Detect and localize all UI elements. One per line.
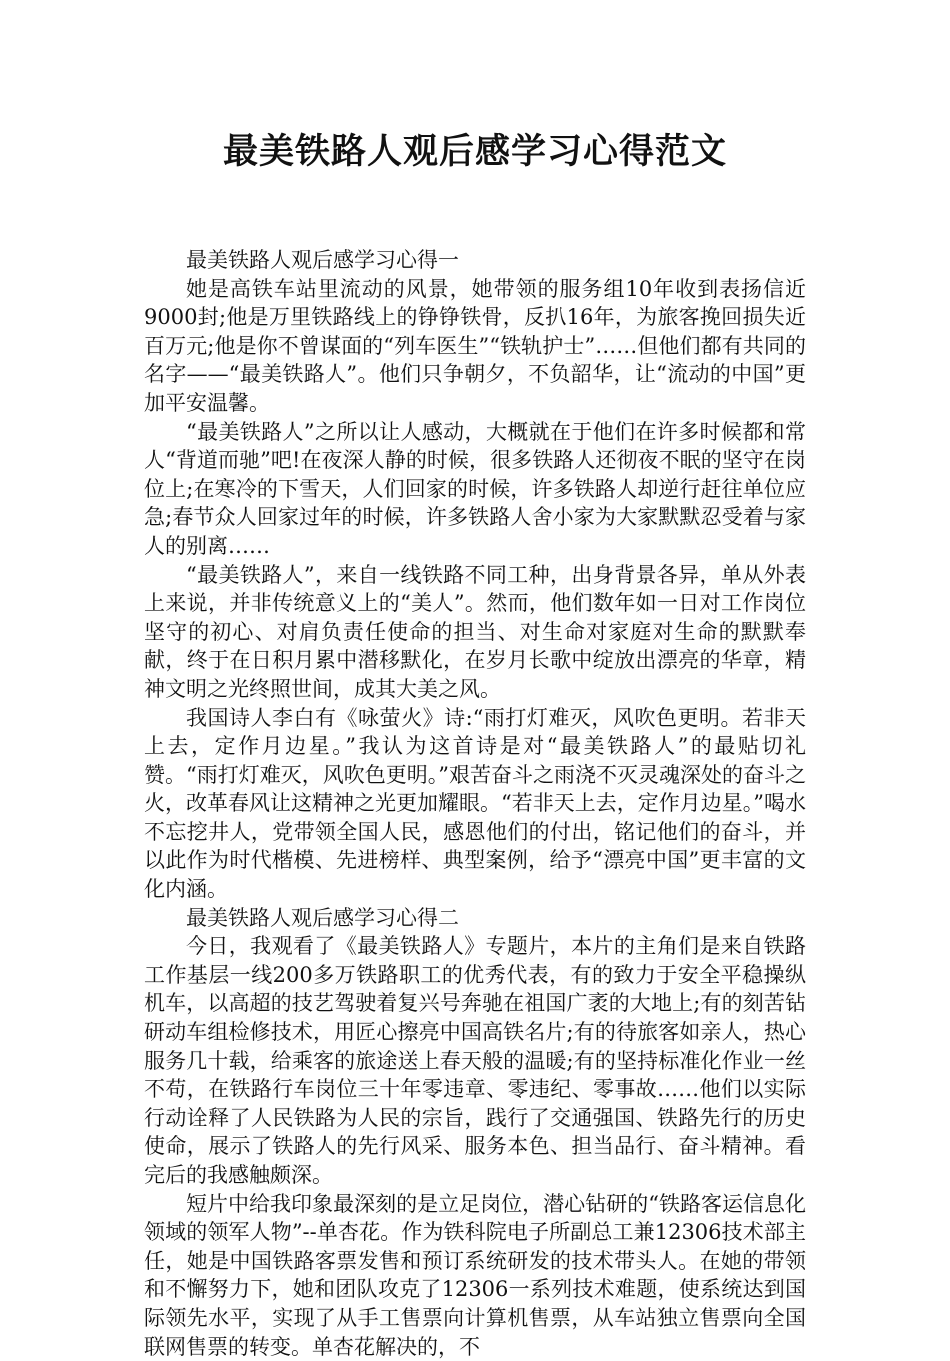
- section-heading-2: 最美铁路人观后感学习心得二: [186, 905, 459, 930]
- paragraph: 我国诗人李白有《咏萤火》诗:“雨打灯难灭，风吹色更明。若非天上去，定作月边星。”我认为这首诗是对“最美铁路人”的最贴切礼赞。“雨打灯难灭，风吹色更明。”艰苦奋斗之雨浇不灭灵魂深处的奋斗之火，改革春风让这精神之光更加耀眼。“若非天上去，定作月边星。”喝水不忘挖井人，党带领全国人民，感恩他们的付出，铭记他们的奋斗，并以此作为时代楷模、先进榜样、典型案例，给予“漂亮中国”更丰富的文化内涵。: [144, 705, 806, 902]
- paragraph: 今日，我观看了《最美铁路人》专题片，本片的主角们是来自铁路工作基层一线200多万铁路职工的优秀代表，有的致力于安全平稳操纵机车，以高超的技艺驾驶着复兴号奔驰在祖国广袤的大地上;有的刻苦钻研动车组检修技术，用匠心擦亮中国高铁名片;有的待旅客如亲人，热心服务几十载，给乘客的旅途送上春天般的温暖;有的坚持标准化作业一丝不苟，在铁路行车岗位三十年零违章、零违纪、零事故……他们以实际行动诠释了人民铁路为人民的宗旨，践行了交通强国、铁路先行的历史使命，展示了铁路人的先行风采、服务本色、担当品行、奋斗精神。看完后的我感触颇深。: [144, 934, 806, 1187]
- paragraph: 短片中给我印象最深刻的是立足岗位，潜心钻研的“铁路客运信息化领域的领军人物”--单杏花。作为铁科院电子所副总工兼12306技术部主任，她是中国铁路客票发售和预订系统研发的技术带头人。在她的带领和不懈努力下，她和团队攻克了12306一系列技术难题，使系统达到国际领先水平，实现了从手工售票向计算机售票，从车站独立售票向全国联网售票的转变。单杏花解决的，不: [144, 1191, 806, 1359]
- section-heading-1: 最美铁路人观后感学习心得一: [186, 248, 459, 272]
- document-title: 最美铁路人观后感学习心得范文: [222, 132, 727, 172]
- document-body: [144, 246, 806, 1361]
- paragraph: “最美铁路人”之所以让人感动，大概就在于他们在许多时候都和常人“背道而驰”吧!在夜深人静的时候，很多铁路人还彻夜不眠的坚守在岗位上;在寒冷的下雪天，人们回家的时候，许多铁路人却逆行赶往单位应急;春节众人回家过年的时候，许多铁路人舍小家为大家默默忍受着与家人的别离……: [144, 419, 806, 558]
- paragraph: “最美铁路人”，来自一线铁路不同工种，出身背景各异，单从外表上来说，并非传统意义上的“美人”。然而，他们数年如一日对工作岗位坚守的初心、对肩负责任使命的担当、对生命对家庭对生命的默默奉献，终于在日积月累中潜移默化，在岁月长歌中绽放出漂亮的华章，精神文明之光终照世间，成其大美之风。: [144, 562, 806, 701]
- paragraph: 她是高铁车站里流动的风景，她带领的服务组10年收到表扬信近9000封;他是万里铁路线上的铮铮铁骨，反扒16年，为旅客挽回损失近百万元;他是你不曾谋面的“列车医生”“铁轨护士”……但他们都有共同的名字——“最美铁路人”。他们只争朝夕，不负韶华，让“流动的中国”更加平安温馨。: [144, 276, 806, 415]
